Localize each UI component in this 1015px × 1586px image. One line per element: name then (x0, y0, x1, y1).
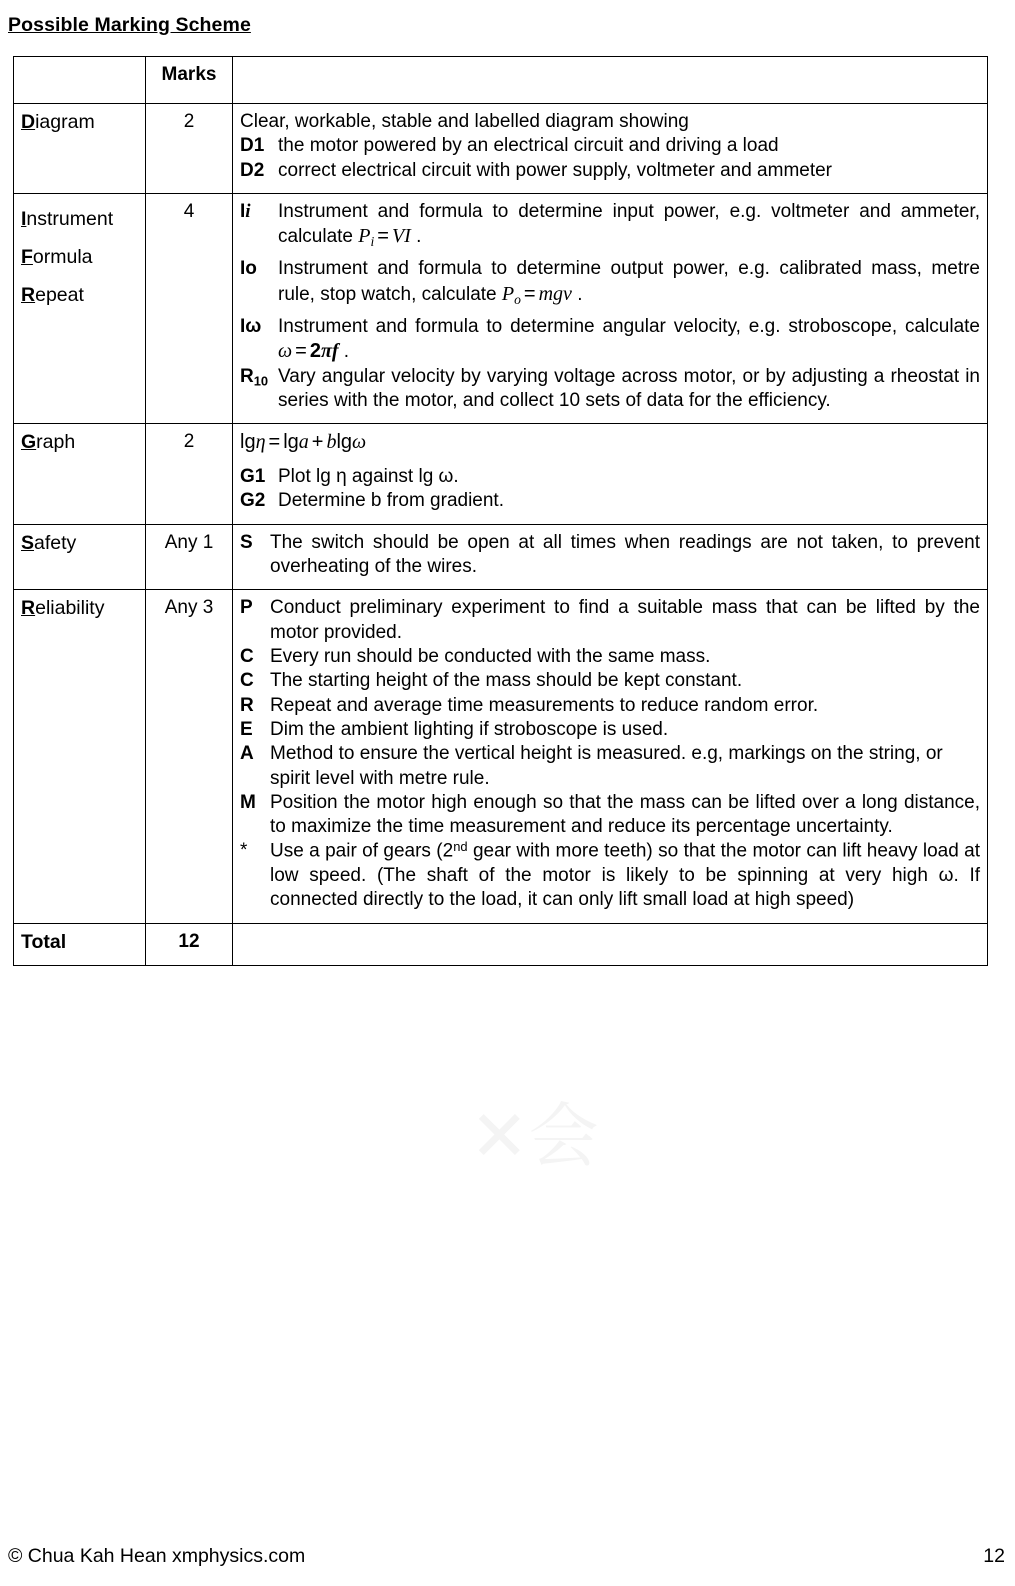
marking-scheme-table (13, 56, 988, 966)
list-item (240, 645, 980, 669)
header-marks-cell: Marks (146, 57, 233, 104)
item-text: The switch should be open at all times when readings are not taken, to prevent overheating of the wires. (270, 531, 980, 577)
item-text-after: . (338, 341, 350, 363)
item-tag (240, 257, 278, 281)
item-tag: * (240, 840, 248, 862)
item-tag: S (240, 531, 253, 553)
item-tag-main: I (240, 315, 246, 337)
item-tag: D2 (240, 159, 265, 181)
description-cell-safety (233, 524, 988, 590)
item-text: Repeat and average time measurements to reduce random error. (270, 694, 819, 716)
item-tag-main: I (240, 258, 246, 280)
item-tag: C (240, 645, 254, 667)
list-item (240, 531, 980, 580)
category-rest: eliability (35, 597, 105, 620)
category-cell-reliability (14, 590, 146, 923)
list-item (240, 134, 980, 158)
item-text: the motor powered by an electrical circuit and driving a load (278, 135, 779, 157)
item-text-after: . (571, 283, 583, 305)
item-tag: C (240, 670, 254, 692)
page-title: Possible Marking Scheme (8, 14, 251, 36)
category-key-letter: D (21, 111, 36, 133)
item-tag: D1 (240, 135, 265, 157)
table-header-row (14, 57, 988, 104)
list-item (240, 596, 980, 645)
item-tag-sub: ω (245, 315, 262, 337)
item-text-before: Instrument and formula to determine input power, e.g. voltmeter and ammeter, calculate (278, 200, 980, 248)
marks-cell-total: 12 (146, 923, 233, 965)
list-item (240, 200, 980, 251)
item-text: correct electrical circuit with power supply, voltmeter and ammeter (278, 159, 833, 181)
watermark: ✕会 (470, 1095, 599, 1177)
page-footer (8, 1545, 1005, 1568)
table-row-safety (14, 524, 988, 590)
category-cell-ifr (14, 193, 146, 424)
item-text-part2: gear with more teeth) so that the motor can lift heavy load at low speed. (The shaft of the motor is likely to be spinning at very high ω. If connected directly to the load, it can only lift small load at high speed) (270, 840, 981, 911)
item-tag (240, 365, 278, 390)
category-key-letter: G (21, 431, 37, 454)
list-item (240, 791, 980, 840)
list-item (240, 839, 980, 912)
item-text: Conduct preliminary experiment to find a suitable mass that can be lifted by the motor provided. (270, 597, 980, 643)
item-text: The starting height of the mass should be kept constant. (270, 670, 743, 692)
item-tag-sub: o (245, 258, 257, 280)
equation-lg-eta: lgη = lga + blgω (240, 431, 367, 454)
item-text: Dim the ambient lighting if stroboscope is used. (270, 718, 669, 740)
description-cell-diagram (233, 104, 988, 194)
description-cell-total (233, 923, 988, 965)
item-tag: G1 (240, 466, 266, 488)
category-cell-total (14, 923, 146, 965)
marks-cell-safety: Any 1 (146, 524, 233, 590)
item-text: Plot lg η against lg ω. (278, 466, 459, 488)
formula-angular-velocity: ω = 2πf (278, 340, 339, 363)
category-cell-diagram (14, 104, 146, 194)
item-text: Method to ensure the vertical height is measured. e.g, markings on the string, or spirit level with metre rule. (270, 743, 943, 789)
list-item (240, 718, 980, 742)
marks-cell-diagram: 2 (146, 104, 233, 194)
list-item (240, 742, 980, 791)
item-text (278, 200, 980, 251)
table-row-total (14, 923, 988, 965)
item-text (270, 839, 980, 912)
item-tag (240, 200, 278, 224)
item-text: Position the motor high enough so that the mass can be lifted over a long distance, to maximize the time measurement and reduce its percentage uncertainty. (270, 791, 980, 838)
list-item (240, 257, 980, 308)
graph-equation (240, 430, 980, 456)
total-label: Total (21, 930, 67, 953)
category-cell-graph (14, 424, 146, 524)
item-tag (240, 315, 278, 339)
item-tag: G2 (240, 490, 266, 512)
table-row-reliability (14, 590, 988, 923)
list-item (240, 669, 980, 693)
category-key-letter: S (21, 531, 35, 554)
item-text (278, 257, 980, 308)
item-tag: P (240, 597, 253, 619)
item-tag: A (240, 743, 254, 765)
list-item (240, 365, 980, 414)
category-key-letter: I (21, 207, 27, 230)
category-cell-safety (14, 524, 146, 590)
marks-cell-graph: 2 (146, 424, 233, 524)
footer-page-number: 12 (983, 1545, 1005, 1567)
formula-output-power: $P_o$ = mgv (501, 282, 572, 307)
item-tag-main: R (240, 365, 254, 387)
category-rest: ormula (32, 245, 93, 268)
item-tag-main: I (240, 200, 246, 222)
category-rest: iagram (35, 111, 95, 133)
item-tag: M (240, 791, 256, 813)
item-text-before: Instrument and formula to determine output power, e.g. calibrated mass, metre rule, stop watch, calculate (278, 258, 980, 305)
footer-copyright: © Chua Kah Hean xmphysics.com (8, 1545, 306, 1567)
category-rest: afety (34, 531, 77, 554)
formula-input-power: $P_i$ = VI (358, 225, 411, 250)
category-key-letter: R (21, 283, 36, 306)
diagram-lead-text: Clear, workable, stable and labelled diagram showing (240, 111, 689, 132)
header-category-cell (14, 57, 146, 104)
list-item (240, 159, 980, 183)
list-item (240, 694, 980, 718)
item-text: Determine b from gradient. (278, 490, 504, 512)
list-item (240, 489, 980, 513)
category-key-letter: F (21, 245, 33, 268)
item-text: Vary angular velocity by varying voltage across motor, or by adjusting a rheostat in series with the motor, and collect 10 sets of data for the efficiency. (278, 365, 980, 412)
category-key-letter: R (21, 597, 36, 620)
description-cell-graph (233, 424, 988, 524)
list-item (240, 465, 980, 489)
marks-cell-reliability: Any 3 (146, 590, 233, 923)
header-description-cell (233, 57, 988, 104)
item-text-superscript: nd (453, 839, 468, 855)
description-cell-reliability (233, 590, 988, 923)
table-row-diagram (14, 104, 988, 194)
item-tag-sub: i (245, 200, 251, 222)
marks-cell-ifr: 4 (146, 193, 233, 424)
item-tag-sub: 10 (253, 373, 269, 389)
item-text-before: Instrument and formula to determine angular velocity, e.g. stroboscope, calculate (278, 315, 980, 337)
category-rest: nstrument (26, 207, 114, 230)
category-rest: epeat (35, 283, 84, 306)
category-rest: raph (36, 431, 76, 454)
item-text: Every run should be conducted with the same mass. (270, 645, 711, 667)
item-text-after: . (410, 226, 422, 248)
table-row-graph (14, 424, 988, 524)
list-item (240, 315, 980, 365)
item-tag: E (240, 718, 253, 740)
item-text (278, 315, 980, 365)
item-tag: R (240, 694, 254, 716)
item-text-part1: Use a pair of gears (2 (270, 840, 454, 862)
table-row-instrument-formula-repeat (14, 193, 988, 424)
description-cell-ifr (233, 193, 988, 424)
